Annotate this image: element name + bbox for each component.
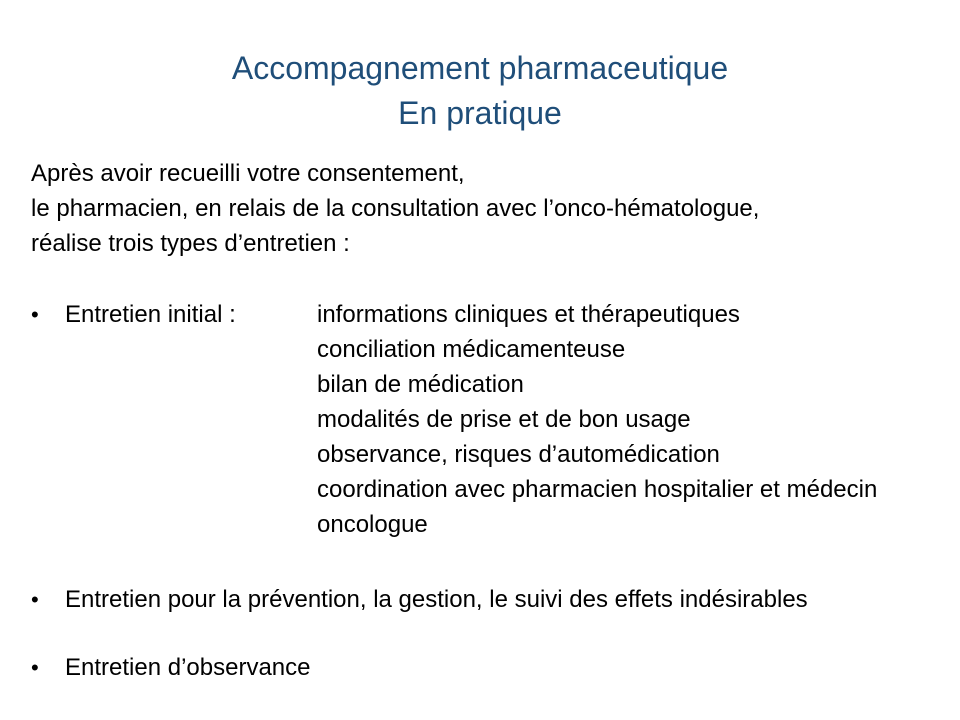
intro-line-3: réalise trois types d’entretien :: [31, 230, 350, 257]
slide-title: [0, 0, 960, 136]
bullet-marker: •: [31, 302, 39, 327]
bullet-label-entretien-prevention: Entretien pour la prévention, la gestion, le suivi des effets indésirables: [65, 586, 808, 613]
detail-line-coordination: coordination avec pharmacien hospitalier et médecin: [317, 476, 878, 503]
detail-line-oncologue: oncologue: [317, 511, 428, 538]
bullet-label-entretien-initial: Entretien initial :: [65, 301, 236, 328]
detail-line-modalites: modalités de prise et de bon usage: [317, 406, 691, 433]
detail-line-bilan: bilan de médication: [317, 371, 524, 398]
bullet-item-entretien-observance: [0, 650, 960, 685]
bullet-item-entretien-initial: [0, 297, 960, 542]
detail-line-observance: observance, risques d’automédication: [317, 441, 720, 468]
bullet-marker: •: [31, 655, 39, 680]
bullet-item-entretien-prevention: [0, 582, 960, 617]
bullet-marker: •: [31, 587, 39, 612]
title-line-2: En pratique: [398, 95, 562, 131]
detail-line-conciliation: conciliation médicamenteuse: [317, 336, 626, 363]
intro-paragraph: [31, 156, 960, 261]
intro-line-1: Après avoir recueilli votre consentement,: [31, 160, 465, 187]
detail-line-informations: informations cliniques et thérapeutiques: [317, 301, 740, 328]
entretien-initial-details: [317, 297, 960, 542]
intro-line-2: le pharmacien, en relais de la consultation avec l’onco-hématologue,: [31, 195, 760, 222]
bullet-label-entretien-observance: Entretien d’observance: [65, 654, 311, 681]
title-line-1: Accompagnement pharmaceutique: [231, 50, 729, 86]
